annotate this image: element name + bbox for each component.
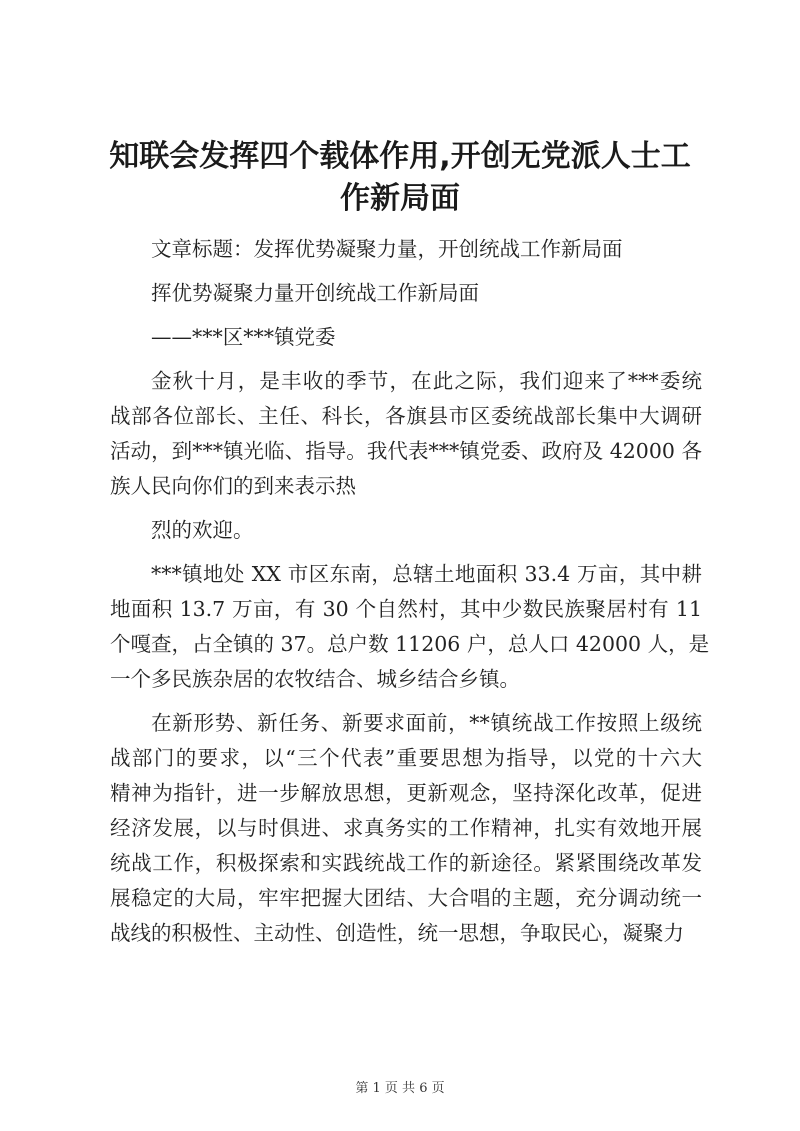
paragraph (110, 706, 702, 951)
paragraph-line: 统战工作，积极探索和实践统战工作的新途径。紧紧围绕改革发 (110, 851, 702, 875)
paragraph-line: 个嘎查，占全镇的 37。总户数 11206 户，总人口 42000 人，是 (110, 632, 710, 656)
paragraph-line: 战部门的要求，以“三个代表”重要思想为指导，以党的十六大 (110, 746, 702, 770)
paragraph (110, 276, 702, 311)
paragraph-line: 活动，到***镇光临、指导。我代表***镇党委、政府及 42000 各 (110, 439, 702, 463)
paragraph-line: ——***区***镇党委 (151, 325, 336, 349)
paragraph-line: 在新形势、新任务、新要求面前，**镇统战工作按照上级统 (151, 711, 702, 735)
paragraph-line: 地面积 13.7 万亩，有 30 个自然村，其中少数民族聚居村有 11 (110, 597, 702, 621)
paragraph (110, 320, 702, 355)
paragraph (110, 232, 702, 267)
title-line-2: 作新局面 (340, 181, 460, 216)
paragraph-line: 文章标题：发挥优势凝聚力量，开创统战工作新局面 (151, 237, 623, 261)
paragraph-line: 经济发展，以与时俱进、求真务实的工作精神，扎实有效地开展 (110, 816, 702, 840)
paragraph-line: 金秋十月，是丰收的季节，在此之际，我们迎来了***委统 (151, 369, 702, 393)
paragraph (110, 513, 702, 548)
paragraph-line: 族人民向你们的到来表示热 (110, 474, 356, 498)
paragraph-line: 精神为指针，进一步解放思想，更新观念，坚持深化改革，促进 (110, 781, 702, 805)
paragraph-line: 烈的欢迎。 (151, 518, 254, 542)
paragraph-line: 战部各位部长、主任、科长，各旗县市区委统战部长集中大调研 (110, 404, 702, 428)
paragraph-line: 战线的积极性、主动性、创造性，统一思想，争取民心，凝聚力 (110, 921, 684, 945)
paragraph-line: 展稳定的大局，牢牢把握大团结、大合唱的主题，充分调动统一 (110, 886, 702, 910)
paragraph-line: ***镇地处 XX 市区东南，总辖土地面积 33.4 万亩，其中耕 (151, 562, 702, 586)
paragraph-line: 挥优势凝聚力量开创统战工作新局面 (151, 281, 479, 305)
paragraph (110, 364, 702, 504)
document-title (20, 136, 780, 220)
paragraph-line: 一个多民族杂居的农牧结合、城乡结合乡镇。 (110, 667, 520, 691)
document-body (110, 232, 710, 960)
page-footer: 第 1 页 共 6 页 (355, 1081, 445, 1096)
paragraph (110, 557, 710, 697)
title-line-1: 知联会发挥四个载体作用,开创无党派人士工 (109, 139, 691, 174)
